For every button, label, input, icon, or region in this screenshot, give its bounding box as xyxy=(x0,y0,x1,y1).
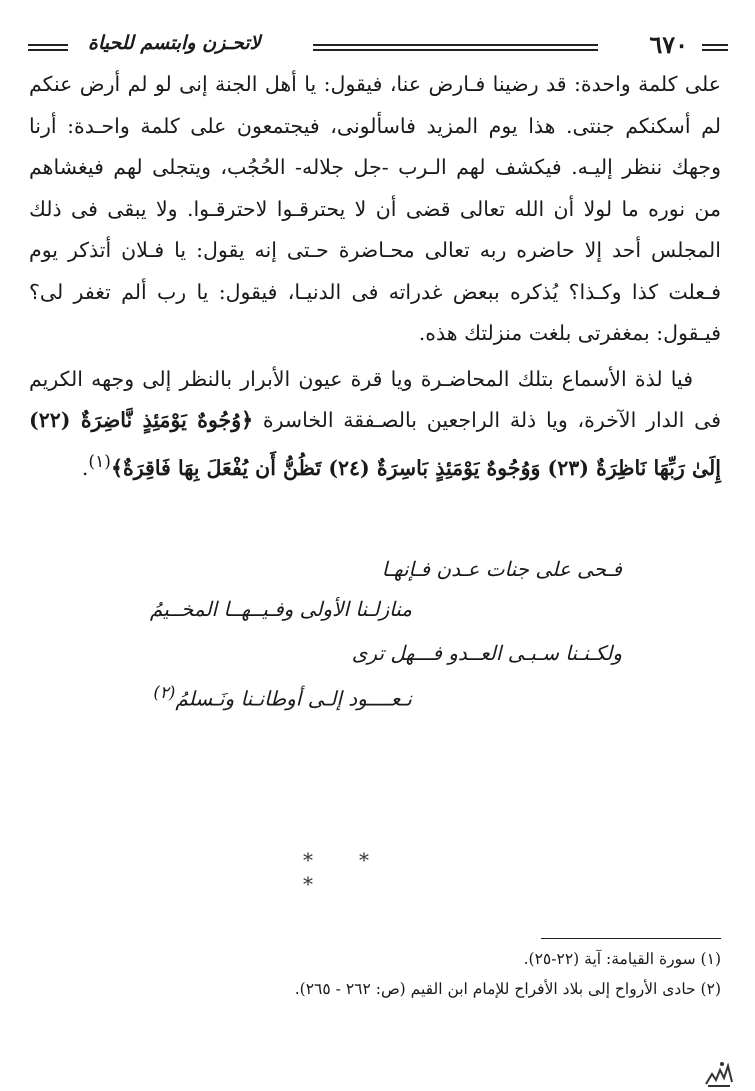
section-separator xyxy=(280,848,430,896)
asterisk-icon: * xyxy=(303,848,313,872)
poem-line: ولكـنـنا سـبـى العــدو فـــهل ترى xyxy=(351,641,622,665)
page-header xyxy=(28,30,728,60)
asterisk-icon: * xyxy=(359,848,369,872)
footnote-ref: (١) xyxy=(88,451,111,472)
footnote: (٢) حادى الأرواح إلى بلاد الأفراح للإمام ابن القيم (ص: ٢٦٢ - ٢٦٥). xyxy=(294,980,721,998)
paragraph: على كلمة واحدة: قد رضينا فـارض عنا، فيقول: يا أهل الجنة إنى لو لم أرض عنكم لم أسكنكم جنتى. هذا يوم المزيد فاسألونى، فيجتمعون على كلمة واحـدة: أرنا وجهك ننظر إليـه. فيكشف لهم الـرب -جل جلاله- الحُجُب، ويتجلى لهم فيغشاهم من نوره ما لولا أن الله تعالى قضى أن لا يحترقـوا لاحترقـوا. ولا يبقى فى ذلك المجلس أحد إلا حاضره ربه تعالى محـاضرة حـتى إنه يقول: يا فـلان أتذكر يوم فـعلت كذا وكـذا؟ يُذكره ببعض غدراته فى الدنيـا، فيقول: يا رب ألم تغفر لى؟ فيـقول: بمغفرتى بلغت منزلتك هذه. xyxy=(29,72,721,345)
footnote-ref: (٢) xyxy=(153,683,176,702)
footnote: (١) سورة القيامة: آية (٢٢-٢٥). xyxy=(523,950,721,968)
poem-line: منازلـنا الأولى وفـيــهــا المخــيمُ xyxy=(149,597,412,621)
asterisk-icon: * xyxy=(303,872,313,896)
header-rule-right xyxy=(702,44,728,51)
poem-line: فـحى على جنات عـدن فـإنهـا xyxy=(381,557,622,581)
footnotes xyxy=(31,944,721,1004)
footnote-rule xyxy=(541,938,721,939)
paragraph xyxy=(29,359,721,489)
page-number: ٦٧٠ xyxy=(649,30,688,59)
book-title: لاتحـزن وابتسم للحياة xyxy=(88,32,261,54)
quran-verse: ﴿وُجُوهٌ يَوْمَئِذٍ نَّاضِرَةٌ (٢٢) إِلَىٰ رَبِّهَا نَاظِرَةٌ (٢٣) وَوُجُوهٌ يَوْمَئِذٍ بَاسِرَةٌ (٢٤) تَظُنُّ أَن يُفْعَلَ بِهَا فَاقِرَةٌ﴾ xyxy=(29,408,721,480)
poem-line-text: نـعــــود إلـى أوطانـنا ونَـسلمُ xyxy=(175,686,412,711)
paragraph-text: فيا لذة الأسماع بتلك المحاضـرة ويا قرة عيون الأبرار بالنظر إلى وجهه الكريم فى الدار الآخرة، ويا ذلة الراجعين بالصـفقة الخاسرة xyxy=(29,366,721,432)
poem-line xyxy=(153,672,412,720)
header-rule-middle xyxy=(313,44,598,51)
scan-mark-icon xyxy=(702,1058,736,1088)
header-rule-left xyxy=(28,44,68,51)
main-text xyxy=(29,64,721,489)
paragraph-end: . xyxy=(81,455,89,480)
